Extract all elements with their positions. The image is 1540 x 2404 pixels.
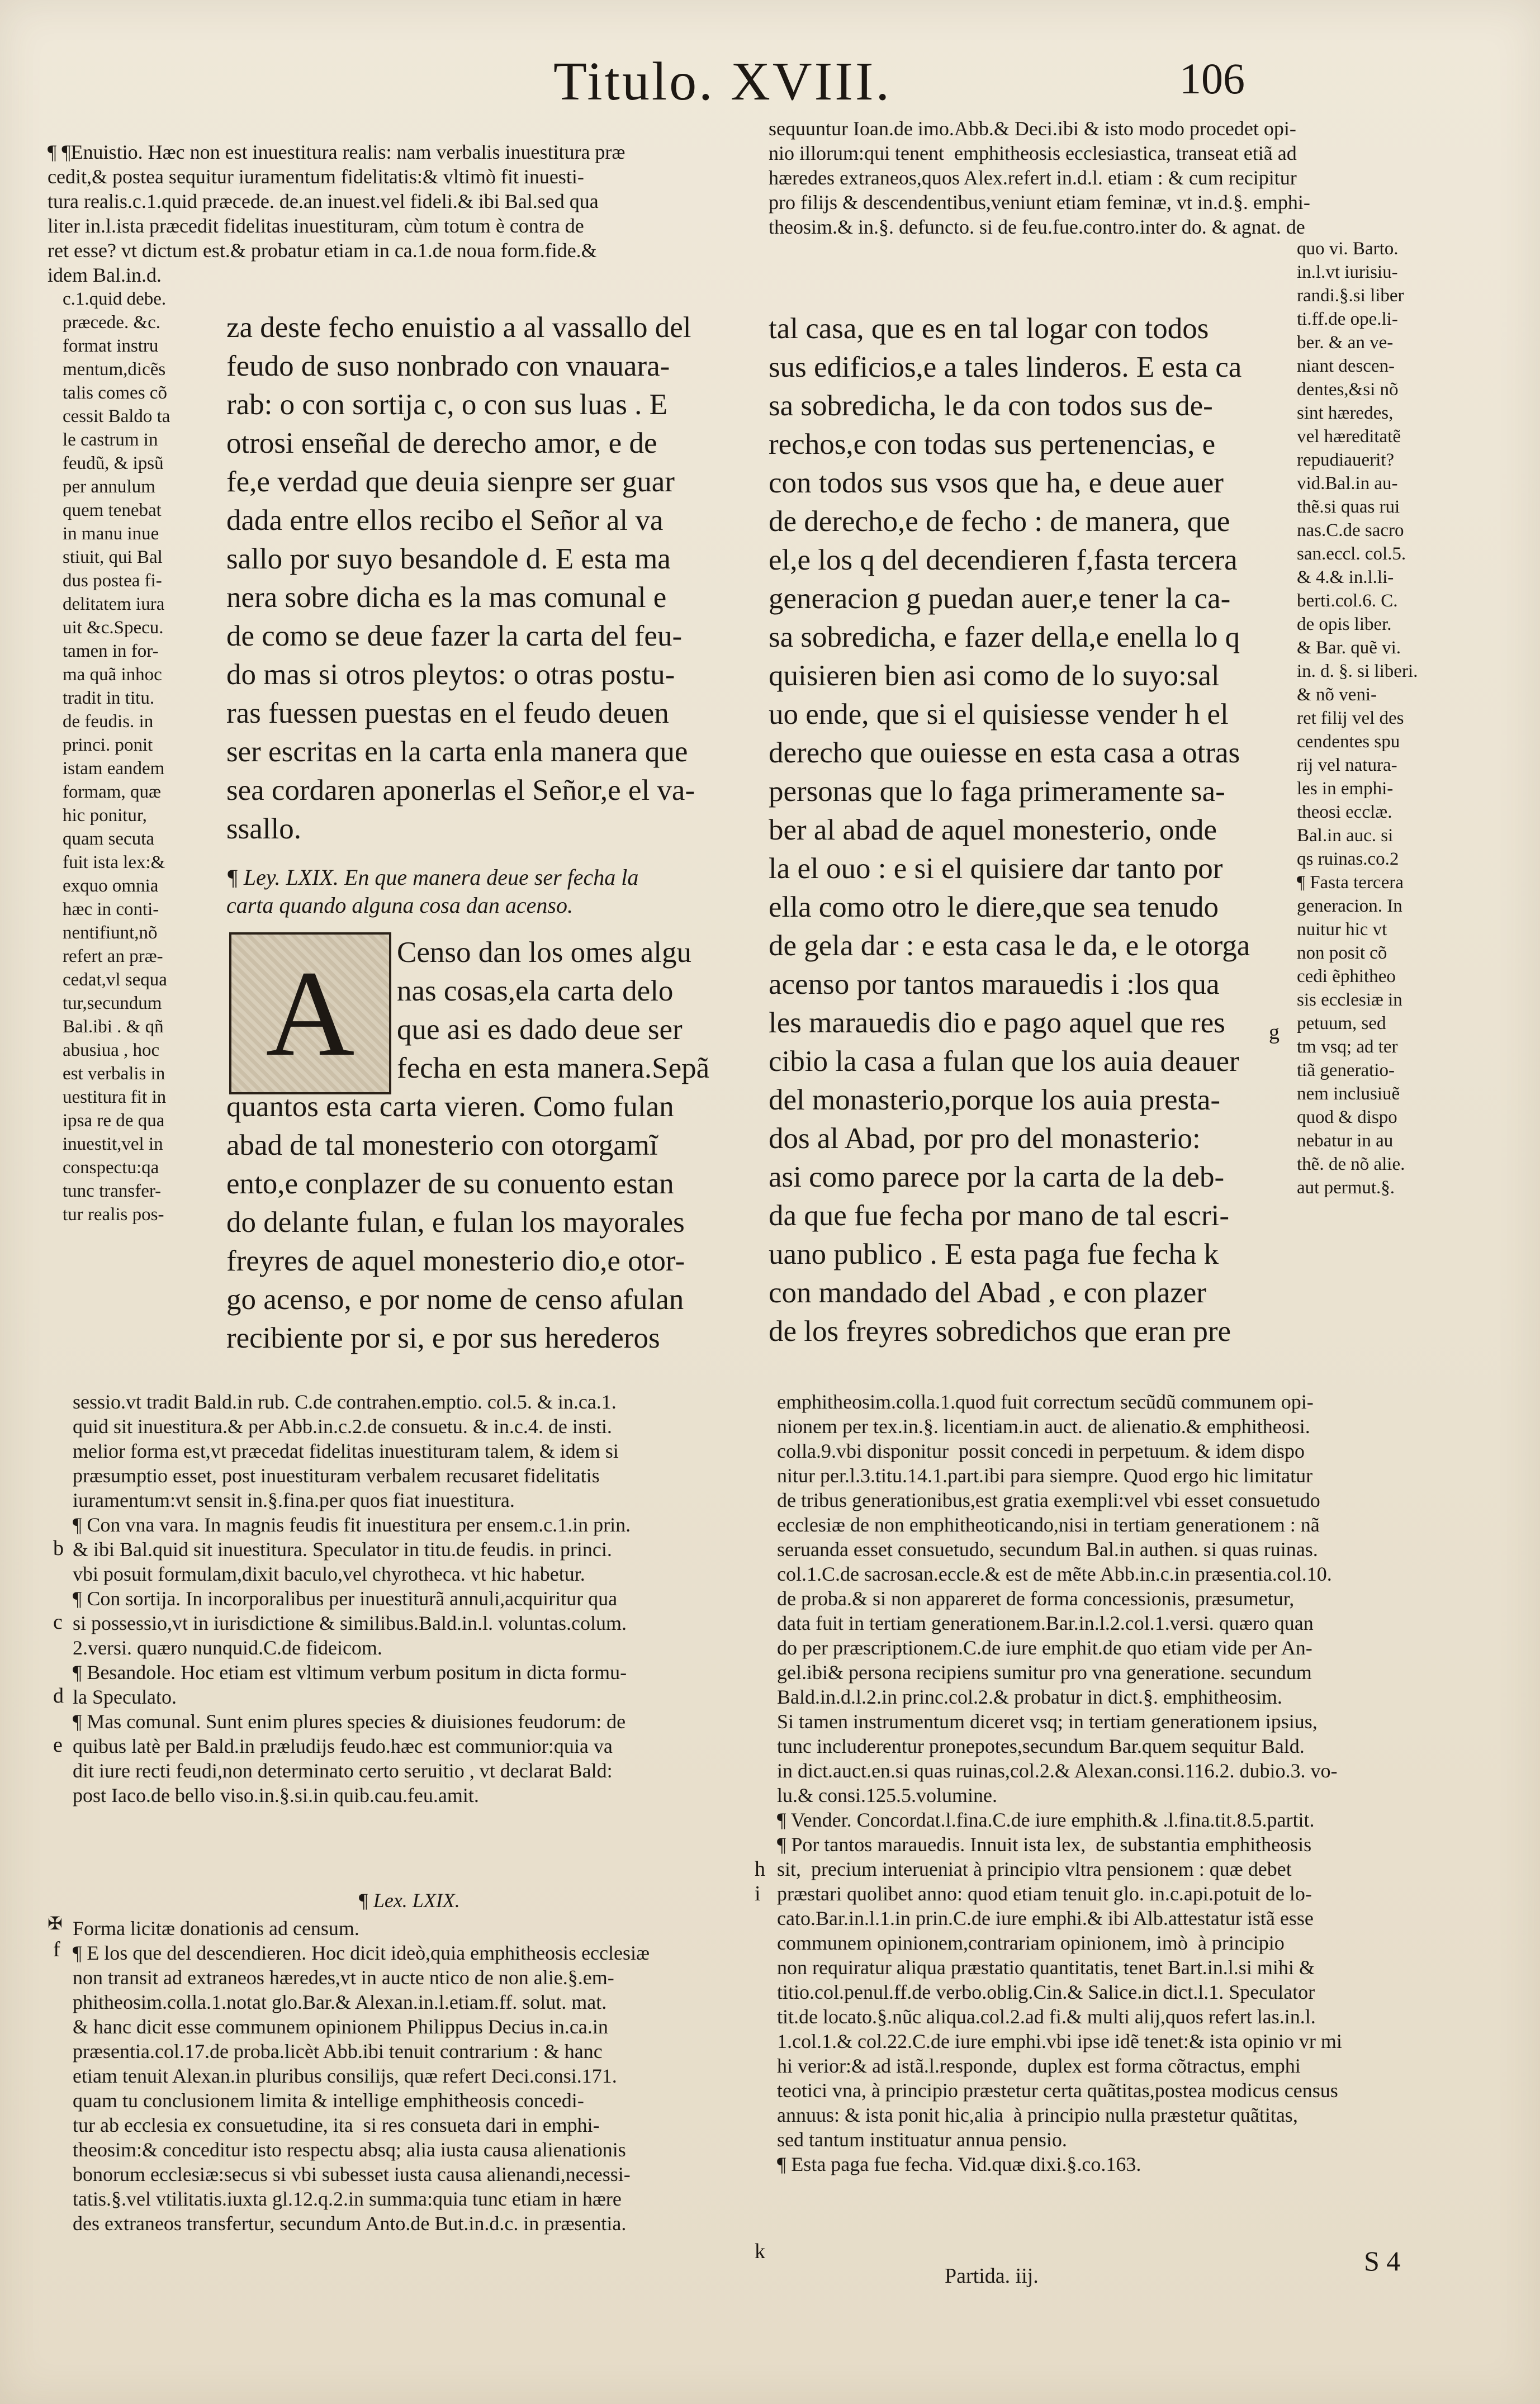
footer-quire: S 4 [1364,2245,1401,2277]
margin-letter-c: c [53,1610,63,1634]
gloss-right-narrow: quo vi. Barto. in.l.vt iurisiu- randi.§.si liber ti.ff.de ope.li- ber. & an ve- niant descen- dentes,&si nõ sint hæredes, vel hæreditatẽ repudiauerit? vid.Bal.in au- thẽ.si quas rui nas.C.de sacro san.eccl. col.5. & 4.& in.l.li- berti.col.6. C. de opis liber. & Bar. quẽ vi. in. d. §. si liberi. & nõ veni- ret filij vel des cendentes spu rij vel natura- les in emphi- theosi ecclæ. Bal.in auc. si qs ruinas.co.2 ¶ Fasta tercera generacion. In nuitur hic vt non posit cõ cedi ẽphitheo sis ecclesiæ in petuum, sed tm vsq; ad ter tiã generatio- nem inclusiuẽ quod & dispo nebatur in au thẽ. de nõ alie. aut permut.§. [1297,239,1418,1198]
margin-letter-h: h [755,1857,765,1881]
folio-number: 106 [1179,54,1245,103]
gloss-lex-lxix: Forma licitæ donationis ad censum. ¶ E los que del descendieren. Hoc dicit ideò,quia emphitheosis ecclesiæ non transit ad extraneos hæredes,vt in aucte ntico de non alie.§.em- phitheosim.colla.1.notat glo.Bar.& Alexan.in.l.etiam.ff. solut. mat. & hanc dicit esse communem opinionem Philippus Decius in.ca.in præsentia.col.17.de proba.licèt Abb.ibi tenuit contrarium : & hanc etiam tenuit Alexan.in pluribus consilijs, quæ refert Deci.consi.171. quam tu conclusionem limita & intellige emphitheosis concedi- tur ab ecclesia ex consuetudine, ita si res consueta dari in emphi- theosim:& conceditur isto respectu absq; alia iusta causa alienationis bonorum ecclesiæ:secus si vbi subesset iusta causa alienandi,necessi- tatis.§.vel vtilitatis.iuxta gl.12.q.2.in summa:quia tunc etiam in hære des extraneos transfertur, secundum Anto.de But.in.d.c. in præsentia. [73,1917,650,2235]
margin-letter-d: d [53,1684,64,1708]
gloss-left-narrow: c.1.quid debe. præcede. &c. format instru mentum,dicẽs talis comes cõ cessit Baldo ta le castrum in feudũ, & ipsũ per annulum quem tenebat in manu inue stiuit, qui Bal dus postea fi- delitatem iura uit &c.Specu. tamen in for- ma quã inhoc tradit in titu. de feudis. in princi. ponit istam eandem formam, quæ hic ponitur, quam secuta fuit ista lex:& exquo omnia hæc in conti- nentifiunt,nõ refert an præ- cedat,vl sequa tur,secundum Bal.ibi . & qñ abusiua , hoc est verbalis in uestitura fit in ipsa re de qua inuestit,vel in conspectu:qa tunc transfer- tur realis pos- [63,289,170,1225]
margin-letter-e: e [53,1733,63,1757]
law-heading: ¶ Ley. LXIX. En que manera deue ser fecha la carta quando alguna cosa dan acenso. [226,865,639,918]
main-text-left: za deste fecho enuistio a al vassallo del feudo de suso nonbrado con vnauara- rab: o con sortija c, o con sus luas . E otrosi enseñal de derecho amor, e de fe,e verdad que deuia sienpre ser guar dada entre ellos recibo el Señor al va sallo por suyo besandole d. E esta ma nera sobre dicha es la mas comunal e de como se deue fazer la carta del feu- do mas si otros pleytos: o otras postu- ras fuessen puestas en el feudo deuen ser escritas en la carta enla manera que sea cordaren aponerlas el Señor,e el va- ssallo. [226,311,695,845]
margin-letter-f: f [53,1938,60,1961]
gloss-top-left: ¶ ¶Enuistio. Hæc non est inuestitura realis: nam verbalis inuestitura præ cedit,& postea sequitur iuramentum fidelitatis:& vltimò fit inuesti- tura realis.c.1.quid præcede. de.an inuest.vel fideli.& ibi Bal.sed qua liter in.l.ista præcedit fidelitas inuestituram, cùm totum è contra de ret esse? vt dictum est.& probatur etiam in ca.1.de noua form.fide.& idem Bal.in.d. [48,141,626,286]
page-title: Titulo. XVIII. [553,51,892,112]
margin-letter-g: g [1269,1021,1280,1044]
footer-signature: Partida. iij. [945,2264,1039,2288]
gloss-right-bottom: emphitheosim.colla.1.quod fuit correctum secũdũ communem opi- nionem per tex.in.§. licentiam.in auct. de alienatio.& emphitheosi. colla.9.vbi disponitur possit concedi in perpetuum. & idem dispo nitur per.l.3.titu.14.1.part.ibi para siempre. Quod ergo hic limitatur de tribus generationibus,est gratia exempli:vel vbi esset consuetudo ecclesiæ de non emphitheoticando,nisi in tertiam generationem : nã seruanda esset consuetudo, secundum Bal.in authen. si quas ruinas. col.1.C.de sacrosan.eccle.& est de mẽte Abb.in.c.in præsentia.col.10. de proba.& si non appareret de forma concessionis, præsumetur, data fuit in tertiam generationem.Bar.in.l.2.col.1.versi. quæro quan do per præscriptionem.C.de iure emphit.de quo etiam vide per An- gel.ibi& persona recipiens sumitur pro vna generatione. secundum Bald.in.d.l.2.in princ.col.2.& probatur in dict.§. emphitheosim. Si tamen instrumentum diceret vsq; in tertiam generationem ipsius, tunc includerentur pronepotes,secundum Bar.quem sequitur Bald. in dict.auct.en.si quas ruinas,col.2.& Alexan.consi.116.2. dubio.3. vo- lu.& consi.125.5.volumine. ¶ Vender. Concordat.l.fina.C.de iure emphith.& .l.fina.tit.8.5.partit. ¶ Por tantos marauedis. Innuit ista lex, de substantia emphitheosis sit, precium interueniat à principio vltra pensionem : quæ debet præstari quolibet anno: quod etiam tenuit glo. in.c.api.potuit de lo- cato.Bar.in.l.1.in prin.C.de iure emphi.& ibi Alb.attestatur istã esse communem opinionem,contrariam opinionem, imò à principio non requiratur aliqua præstatio quantitatis, tenet Bart.in.l.si mihi & titio.col.penul.ff.de verbo.oblig.Cin.& Salice.in dict.l.1. Speculator tit.de locato.§.nũc aliqua.col.2.ad fi.& multi alij,quos refert las.in.l. 1.col.1.& col.22.C.de iure emphi.vbi ipse idẽ tenet:& ista opinio vr mi hi verior:& ad istã.l.responde, duplex est forma cõtractus, emphi teotici vna, à principio præstetur certa quãtitas,postea modicus census annuus: & ista ponit hic,alia à principio nulla præstetur quãtitas, sed tantum instituatur annua pensio. ¶ Esta paga fue fecha. Vid.quæ dixi.§.co.163. [777,1391,1342,2175]
gloss-left-bottom: sessio.vt tradit Bald.in rub. C.de contrahen.emptio. col.5. & in.ca.1. quid sit inuestitura.& per Abb.in.c.2.de consuetu. & in.c.4. de insti. melior forma est,vt præcedat fidelitas inuestituram talem, & idem si præsumptio esset, post inuestituram verbalem recusaret fidelitatis iuramentum:vt sensit in.§.fina.per quos fiat inuestitura. ¶ Con vna vara. In magnis feudis fit inuestitura per ensem.c.1.in prin. & ibi Bal.quid sit inuestitura. Speculator in titu.de feudis. in princi. vbi posuit formulam,dixit baculo,vel chyrotheca. vt hic habetur. ¶ Con sortija. In incorporalibus per inuestiturã annuli,acquiritur qua si possessio,vt in iurisdictione & similibus.Bald.in.l. voluntas.colum. 2.versi. quæro nunquid.C.de fideicom. ¶ Besandole. Hoc etiam est vltimum verbum positum in dicta formu- la Speculato. ¶ Mas comunal. Sunt enim plures species & diuisiones feudorum: de quibus latè per Bald.in præludijs feudo.hæc est communior:quia va dit iure recti feudi,non determinato certo seruitio , vt declarat Bald: post Iaco.de bello viso.in.§.si.in quib.cau.feu.amit. [73,1391,631,1806]
gloss-top-right: sequuntur Ioan.de imo.Abb.& Deci.ibi & isto modo procedet opi- nio illorum:qui tenent emphitheosis ecclesiastica, transeat etiã ad hæredes extraneos,quos Alex.refert in.d.l. etiam : & cum recipitur pro filijs & descendentibus,veniunt etiam feminæ, vt in.d.§. emphi- theosim.& in.§. defuncto. si de feu.fue.contro.inter do. & agnat. de [769,117,1310,238]
margin-letter-i: i [755,1882,761,1905]
main-text-right: tal casa, que es en tal logar con todos sus edificios,e a tales linderos. E esta ca sa sobredicha, le da con todos sus de- rechos,e con todas sus pertenencias, e con todos sus vsos que ha, e deue auer de derecho,e de fecho : de manera, que el,e los q del decendieren f,fasta tercera generacion g puedan auer,e tener la ca- sa sobredicha, e fazer della,e enella lo q quisieren bien asi como de lo suyo:sal uo ende, que si el quisiesse vender h el derecho que ouiesse en esta casa a otras personas que lo faga primeramente sa- ber al abad de aquel monesterio, onde la el ouo : e si el quisiere dar tanto por ella como otro le diere,que sea tenudo de gela dar : e esta casa le da, e le otorga acenso por tantos marauedis i :los qua les marauedis dio e pago aquel que res cibio la casa a fulan que los auia deauer del monasterio,porque los auia presta- dos al Abad, por pro del monasterio: asi como parece por la carta de la deb- da que fue fecha por mano de tal escri- uano publico . E esta paga fue fecha k con mandado del Abad , e con plazer de los freyres sobredichos que eran pre [769,312,1250,1348]
margin-letter-star: ✠ [48,1913,63,1933]
lex-lxix-label: ¶ Lex. LXIX. [358,1889,460,1912]
margin-letter-k: k [755,2240,765,2263]
initial-letter: A [266,945,355,1082]
main-text-left-c: quantos esta carta vieren. Como fulan abad de tal monesterio con otorgamĩ ento,e conplazer de su conuento estan do delante fulan, e fulan los mayorales freyres de aquel monesterio dio,e otor- go acenso, e por nome de censo afulan recibiente por si, e por sus herederos [226,1090,685,1354]
main-text-left-b: Censo dan los omes algu nas cosas,ela carta delo que asi es dado deue ser fecha en esta manera.Sepã [397,936,710,1084]
decorated-initial [229,932,391,1094]
margin-letter-b: b [53,1537,64,1560]
